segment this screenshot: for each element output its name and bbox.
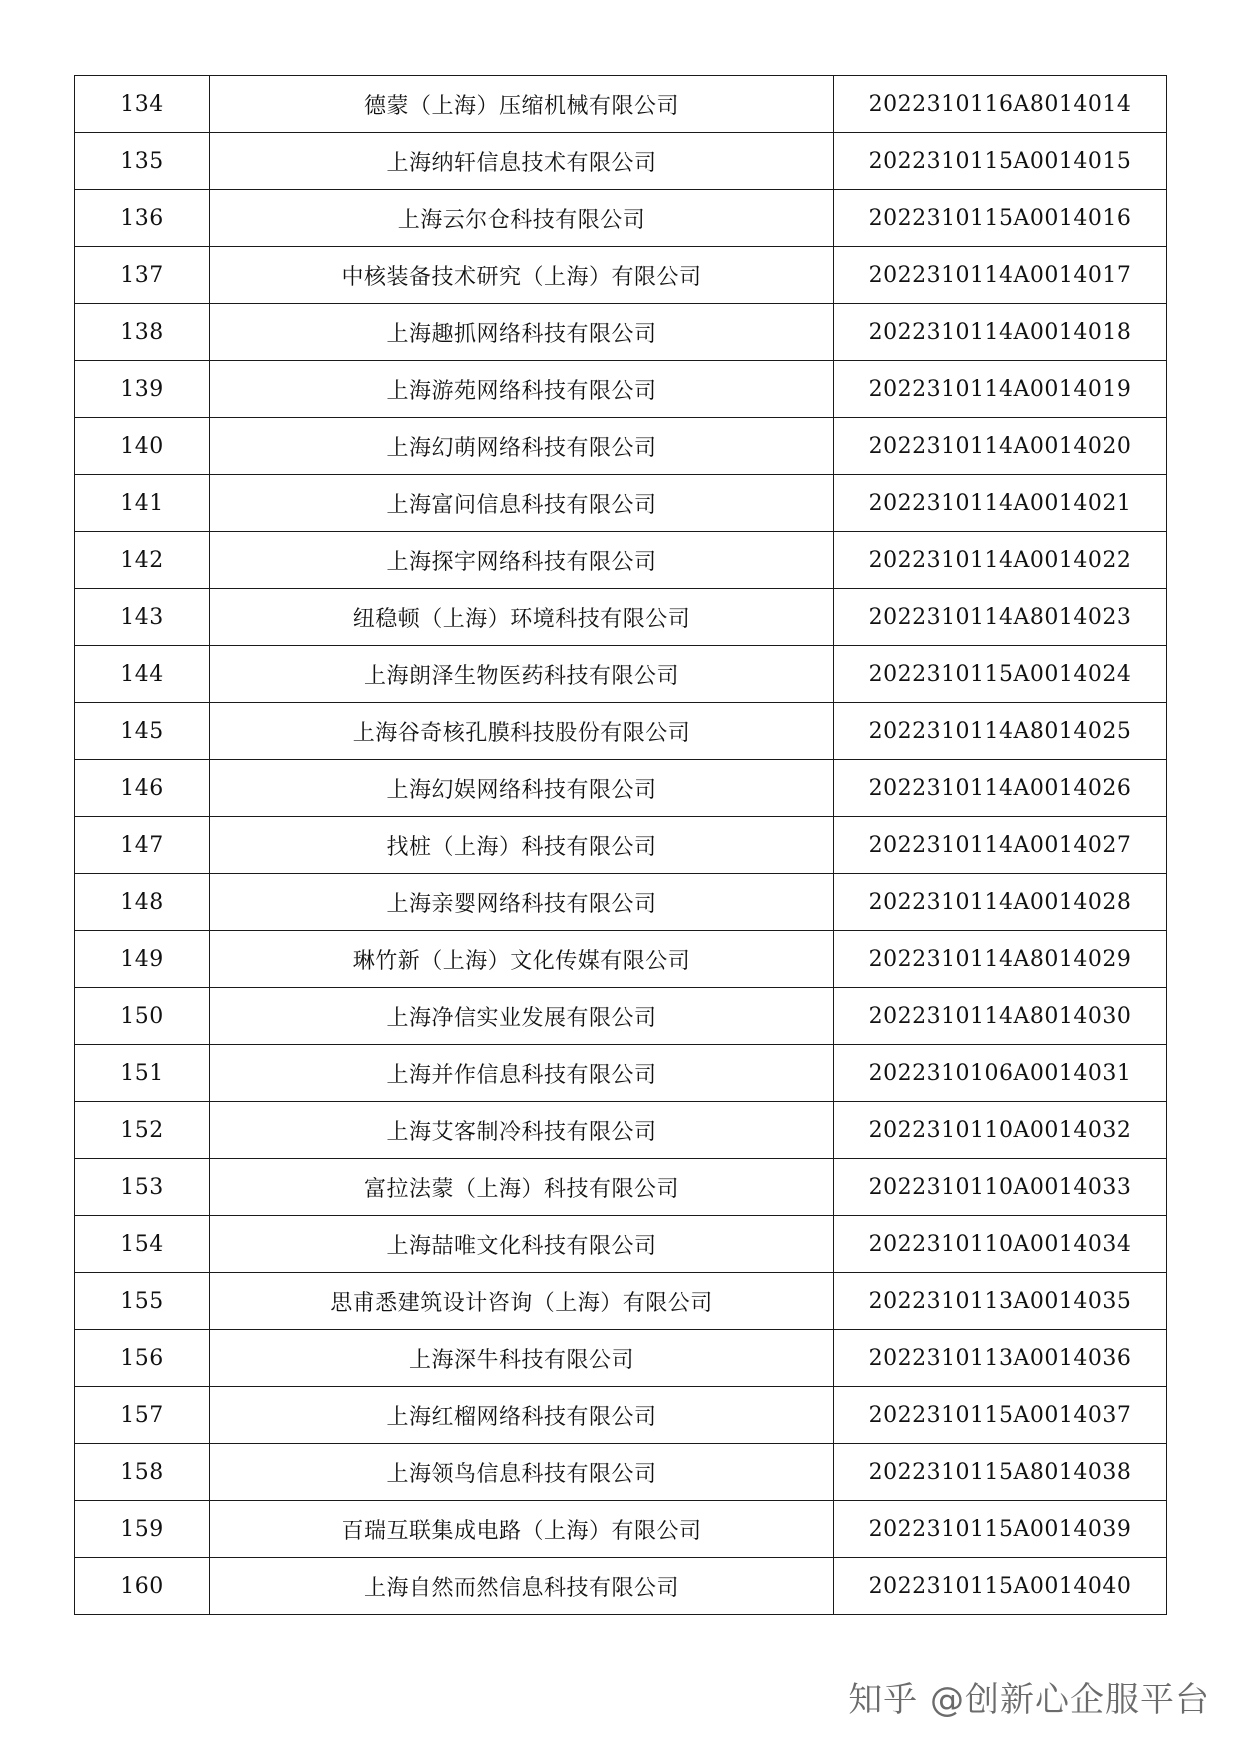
row-number-cell: 156 bbox=[75, 1330, 210, 1387]
row-number-cell: 144 bbox=[75, 646, 210, 703]
row-number-cell: 153 bbox=[75, 1159, 210, 1216]
registration-code-cell: 2022310110A0014032 bbox=[834, 1102, 1167, 1159]
table-row bbox=[75, 703, 1167, 760]
table-row bbox=[75, 1501, 1167, 1558]
row-number-cell: 142 bbox=[75, 532, 210, 589]
company-name-cell: 上海深牛科技有限公司 bbox=[210, 1330, 834, 1387]
registration-code-cell: 2022310110A0014033 bbox=[834, 1159, 1167, 1216]
row-number-cell: 148 bbox=[75, 874, 210, 931]
registration-code-cell: 2022310115A0014016 bbox=[834, 190, 1167, 247]
registration-code-cell: 2022310115A0014039 bbox=[834, 1501, 1167, 1558]
registration-code-cell: 2022310113A0014036 bbox=[834, 1330, 1167, 1387]
company-name-cell: 上海趣抓网络科技有限公司 bbox=[210, 304, 834, 361]
table-row bbox=[75, 1045, 1167, 1102]
company-name-cell: 上海云尔仓科技有限公司 bbox=[210, 190, 834, 247]
row-number-cell: 157 bbox=[75, 1387, 210, 1444]
table-row bbox=[75, 76, 1167, 133]
company-name-cell: 上海富问信息科技有限公司 bbox=[210, 475, 834, 532]
table-row bbox=[75, 646, 1167, 703]
company-name-cell: 纽稳顿（上海）环境科技有限公司 bbox=[210, 589, 834, 646]
row-number-cell: 141 bbox=[75, 475, 210, 532]
company-name-cell: 上海谷奇核孔膜科技股份有限公司 bbox=[210, 703, 834, 760]
table-row bbox=[75, 1558, 1167, 1615]
row-number-cell: 151 bbox=[75, 1045, 210, 1102]
row-number-cell: 152 bbox=[75, 1102, 210, 1159]
company-name-cell: 上海亲婴网络科技有限公司 bbox=[210, 874, 834, 931]
row-number-cell: 145 bbox=[75, 703, 210, 760]
registration-code-cell: 2022310113A0014035 bbox=[834, 1273, 1167, 1330]
company-name-cell: 思甫悉建筑设计咨询（上海）有限公司 bbox=[210, 1273, 834, 1330]
company-name-cell: 上海纳轩信息技术有限公司 bbox=[210, 133, 834, 190]
company-name-cell: 上海朗泽生物医药科技有限公司 bbox=[210, 646, 834, 703]
row-number-cell: 154 bbox=[75, 1216, 210, 1273]
table-row bbox=[75, 1159, 1167, 1216]
company-name-cell: 上海幻娱网络科技有限公司 bbox=[210, 760, 834, 817]
watermark-text: 知乎 @创新心企服平台 bbox=[848, 1680, 1210, 1720]
table-row bbox=[75, 1273, 1167, 1330]
table-row bbox=[75, 304, 1167, 361]
registration-code-cell: 2022310114A0014026 bbox=[834, 760, 1167, 817]
row-number-cell: 146 bbox=[75, 760, 210, 817]
table-row bbox=[75, 1102, 1167, 1159]
registration-code-cell: 2022310114A8014023 bbox=[834, 589, 1167, 646]
table-row bbox=[75, 532, 1167, 589]
company-name-cell: 上海并作信息科技有限公司 bbox=[210, 1045, 834, 1102]
registration-code-cell: 2022310115A8014038 bbox=[834, 1444, 1167, 1501]
row-number-cell: 143 bbox=[75, 589, 210, 646]
company-registry-table bbox=[74, 75, 1167, 1615]
registration-code-cell: 2022310114A0014020 bbox=[834, 418, 1167, 475]
table-row bbox=[75, 1387, 1167, 1444]
registration-code-cell: 2022310115A0014024 bbox=[834, 646, 1167, 703]
row-number-cell: 136 bbox=[75, 190, 210, 247]
company-name-cell: 上海净信实业发展有限公司 bbox=[210, 988, 834, 1045]
table-row bbox=[75, 418, 1167, 475]
registration-code-cell: 2022310114A0014017 bbox=[834, 247, 1167, 304]
row-number-cell: 158 bbox=[75, 1444, 210, 1501]
row-number-cell: 137 bbox=[75, 247, 210, 304]
company-name-cell: 上海探宇网络科技有限公司 bbox=[210, 532, 834, 589]
table-body bbox=[75, 76, 1167, 1615]
registration-code-cell: 2022310114A8014030 bbox=[834, 988, 1167, 1045]
company-name-cell: 百瑞互联集成电路（上海）有限公司 bbox=[210, 1501, 834, 1558]
row-number-cell: 160 bbox=[75, 1558, 210, 1615]
company-name-cell: 中核装备技术研究（上海）有限公司 bbox=[210, 247, 834, 304]
company-name-cell: 上海自然而然信息科技有限公司 bbox=[210, 1558, 834, 1615]
table-row bbox=[75, 931, 1167, 988]
registration-code-cell: 2022310114A0014021 bbox=[834, 475, 1167, 532]
company-name-cell: 琳竹新（上海）文化传媒有限公司 bbox=[210, 931, 834, 988]
registration-code-cell: 2022310114A0014028 bbox=[834, 874, 1167, 931]
company-name-cell: 富拉法蒙（上海）科技有限公司 bbox=[210, 1159, 834, 1216]
row-number-cell: 159 bbox=[75, 1501, 210, 1558]
registration-code-cell: 2022310115A0014015 bbox=[834, 133, 1167, 190]
table-row bbox=[75, 247, 1167, 304]
table-row bbox=[75, 1444, 1167, 1501]
registration-code-cell: 2022310114A8014025 bbox=[834, 703, 1167, 760]
table-row bbox=[75, 760, 1167, 817]
company-name-cell: 上海游苑网络科技有限公司 bbox=[210, 361, 834, 418]
registration-code-cell: 2022310116A8014014 bbox=[834, 76, 1167, 133]
company-name-cell: 上海艾客制冷科技有限公司 bbox=[210, 1102, 834, 1159]
company-name-cell: 德蒙（上海）压缩机械有限公司 bbox=[210, 76, 834, 133]
table-row bbox=[75, 361, 1167, 418]
row-number-cell: 155 bbox=[75, 1273, 210, 1330]
registration-code-cell: 2022310106A0014031 bbox=[834, 1045, 1167, 1102]
registration-code-cell: 2022310115A0014040 bbox=[834, 1558, 1167, 1615]
row-number-cell: 147 bbox=[75, 817, 210, 874]
company-name-cell: 上海领鸟信息科技有限公司 bbox=[210, 1444, 834, 1501]
table-row bbox=[75, 589, 1167, 646]
table-row bbox=[75, 190, 1167, 247]
registration-code-cell: 2022310114A0014022 bbox=[834, 532, 1167, 589]
row-number-cell: 138 bbox=[75, 304, 210, 361]
row-number-cell: 139 bbox=[75, 361, 210, 418]
registration-code-cell: 2022310114A0014018 bbox=[834, 304, 1167, 361]
registration-code-cell: 2022310114A8014029 bbox=[834, 931, 1167, 988]
table-row bbox=[75, 133, 1167, 190]
registration-code-cell: 2022310110A0014034 bbox=[834, 1216, 1167, 1273]
company-name-cell: 上海红榴网络科技有限公司 bbox=[210, 1387, 834, 1444]
table-row bbox=[75, 874, 1167, 931]
table-row bbox=[75, 988, 1167, 1045]
row-number-cell: 150 bbox=[75, 988, 210, 1045]
row-number-cell: 149 bbox=[75, 931, 210, 988]
table-row bbox=[75, 1330, 1167, 1387]
table-row bbox=[75, 1216, 1167, 1273]
registration-code-cell: 2022310114A0014019 bbox=[834, 361, 1167, 418]
row-number-cell: 135 bbox=[75, 133, 210, 190]
company-name-cell: 上海喆唯文化科技有限公司 bbox=[210, 1216, 834, 1273]
row-number-cell: 140 bbox=[75, 418, 210, 475]
company-name-cell: 上海幻萌网络科技有限公司 bbox=[210, 418, 834, 475]
table-row bbox=[75, 475, 1167, 532]
registration-code-cell: 2022310115A0014037 bbox=[834, 1387, 1167, 1444]
registration-code-cell: 2022310114A0014027 bbox=[834, 817, 1167, 874]
company-name-cell: 找桩（上海）科技有限公司 bbox=[210, 817, 834, 874]
table-row bbox=[75, 817, 1167, 874]
row-number-cell: 134 bbox=[75, 76, 210, 133]
